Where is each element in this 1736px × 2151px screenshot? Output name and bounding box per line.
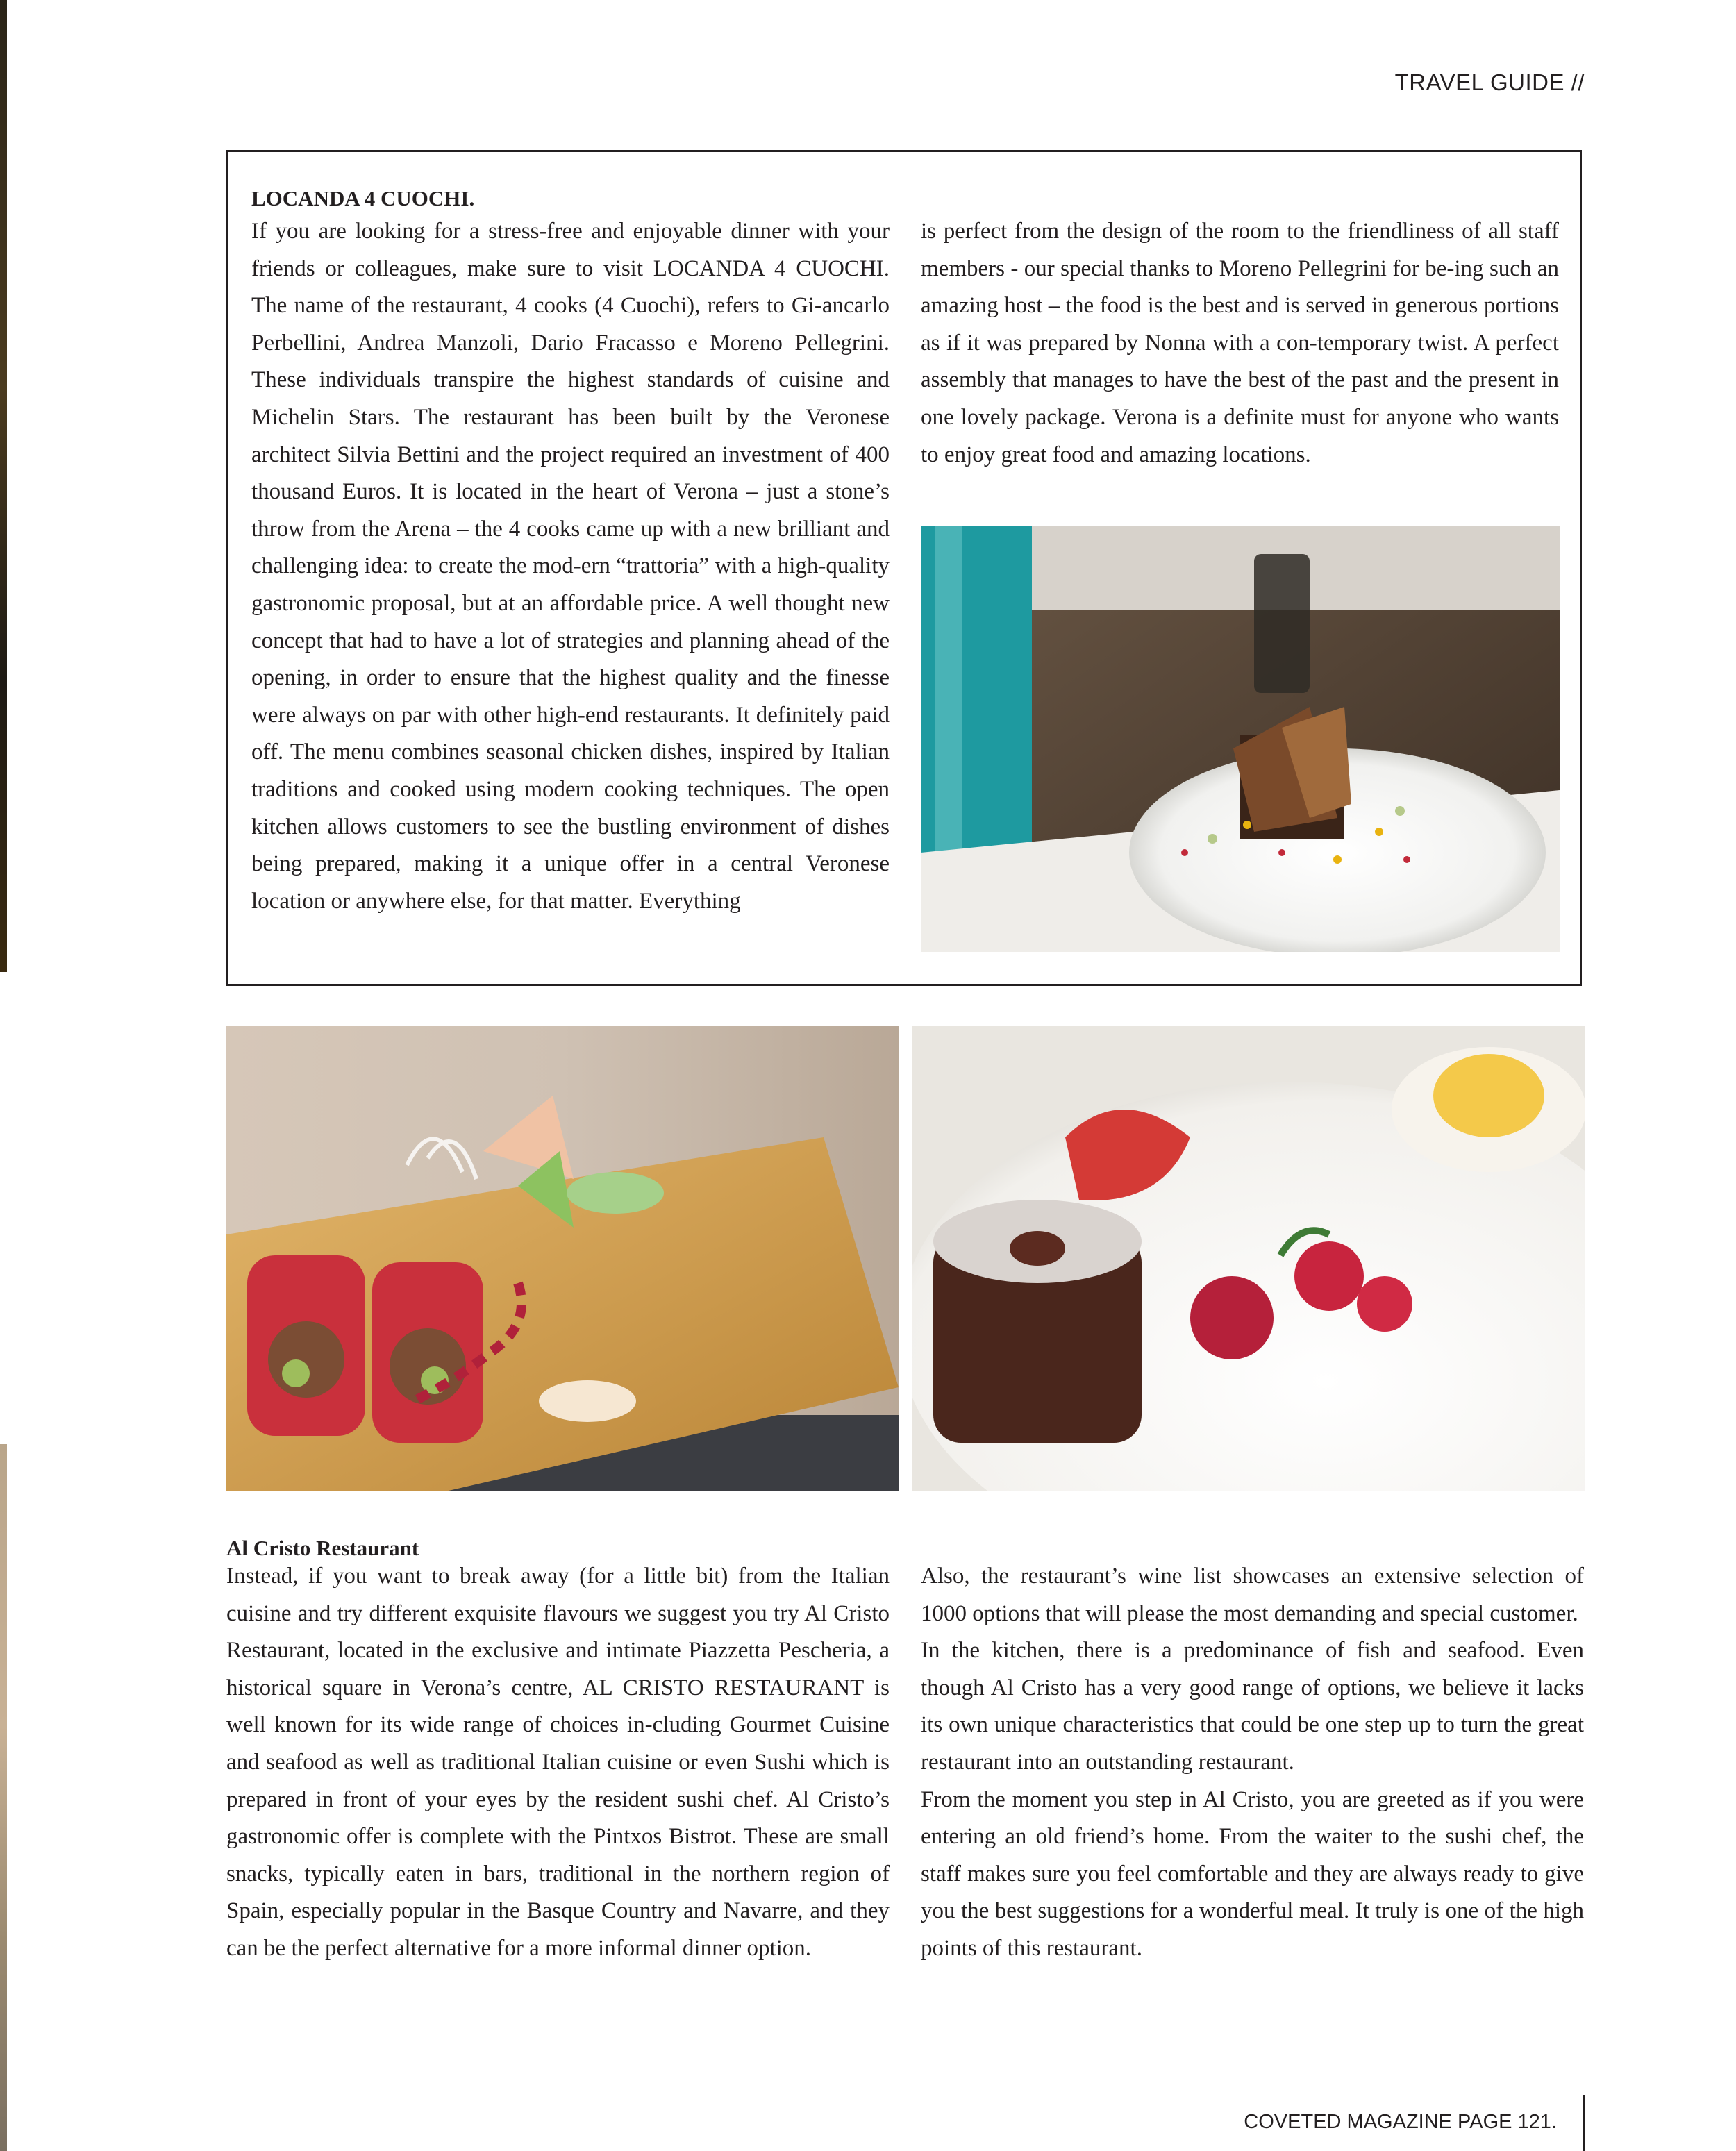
- alcristo-paragraph-kitchen: In the kitchen, there is a predominance of fish and seafood. Even though Al Cristo has a very good range of options, we believe it lacks its own unique characteristics that could be one step up to turn the great restaurant into an outstanding restaurant.: [921, 1638, 1584, 1775]
- sushi-photo: [226, 1026, 899, 1491]
- alcristo-column-2: [921, 1558, 1584, 1968]
- alcristo-column-1: Instead, if you want to break away (for a little bit) from the Italian cuisine and try different exquisite flavours we suggest you try Al Cristo Restaurant, located in the exclusive and intimate Piazzetta Pescheria, a historical square in Verona’s centre, AL CRISTO RESTAURANT is well known for its wide range of choices in-cluding Gourmet Cuisine and seafood as well as traditional Italian cuisine or even Sushi which is prepared in front of your eyes by the resident sushi chef. Al Cristo’s gastronomic offer is complete with the Pintxos Bistrot. These are small snacks, typically eaten in bars, traditional in the northern region of Spain, especially popular in the Basque Country and Navarre, and they can be the perfect alternative for a more informal dinner option.: [226, 1564, 890, 1961]
- section-header: TRAVEL GUIDE //: [1394, 69, 1585, 95]
- alcristo-paragraph-welcome: From the moment you step in Al Cristo, you are greeted as if you were entering an old friend’s home. From the waiter to the sushi chef, the staff makes sure you feel comfortable and they are always ready to give you the best suggestions for a wonderful meal. It truly is one of the high points of this restaurant.: [921, 1786, 1584, 1961]
- locanda-title: LOCANDA 4 CUOCHI.: [251, 186, 475, 210]
- left-edge-strip-bottom: [0, 1444, 7, 2151]
- left-edge-strip-top: [0, 0, 7, 972]
- locanda-column-1: If you are looking for a stress-free and enjoyable dinner with your friends or colleagues, make sure to visit LOCANDA 4 CUOCHI. The name of the restaurant, 4 cooks (4 Cuochi), refers to Gi-ancarlo Perbellini, Andrea Manzoli, Dario Fracasso e Moreno Pellegrini. These individuals transpire the highest standards of cuisine and Michelin Stars. The restaurant has been built by the Veronese architect Silvia Bettini and the project required an investment of 400 thousand Euros. It is located in the heart of Verona – just a stone’s throw from the Arena – the 4 cooks came up with a new brilliant and challenging idea: to create the mod-ern “trattoria” with a high-quality gastronomic proposal, but at an affordable price. A well thought new concept that had to have a lot of strategies and planning ahead of the opening, in order to ensure that the highest quality and the finesse were always on par with other high-end restaurants. It definitely paid off. The menu combines seasonal chicken dishes, inspired by Italian traditions and cooked using modern cooking techniques. The open kitchen allows customers to see the bustling environment of dishes being prepared, making it a unique offer in a central Veronese location or anywhere else, for that matter. Everything: [251, 219, 890, 914]
- alcristo-title: Al Cristo Restaurant: [226, 1536, 419, 1560]
- footer-rule: [1583, 2095, 1585, 2151]
- page-footer: COVETED MAGAZINE PAGE 121.: [1244, 2111, 1557, 2133]
- locanda-dessert-photo: [921, 526, 1560, 952]
- lava-cake-photo: [912, 1026, 1585, 1491]
- alcristo-paragraph-wine: Also, the restaurant’s wine list showcases an extensive selection of 1000 options that will please the most demanding and special customer.: [921, 1564, 1584, 1626]
- locanda-column-2: is perfect from the design of the room to the friendliness of all staff members - our special thanks to Moreno Pellegrini for be-ing such an amazing host – the food is the best and is served in generous portions as if it was prepared by Nonna with a con-temporary twist. A perfect assembly that manages to have the best of the past and the present in one lovely package. Verona is a definite must for anyone who wants to enjoy great food and amazing locations.: [921, 219, 1559, 467]
